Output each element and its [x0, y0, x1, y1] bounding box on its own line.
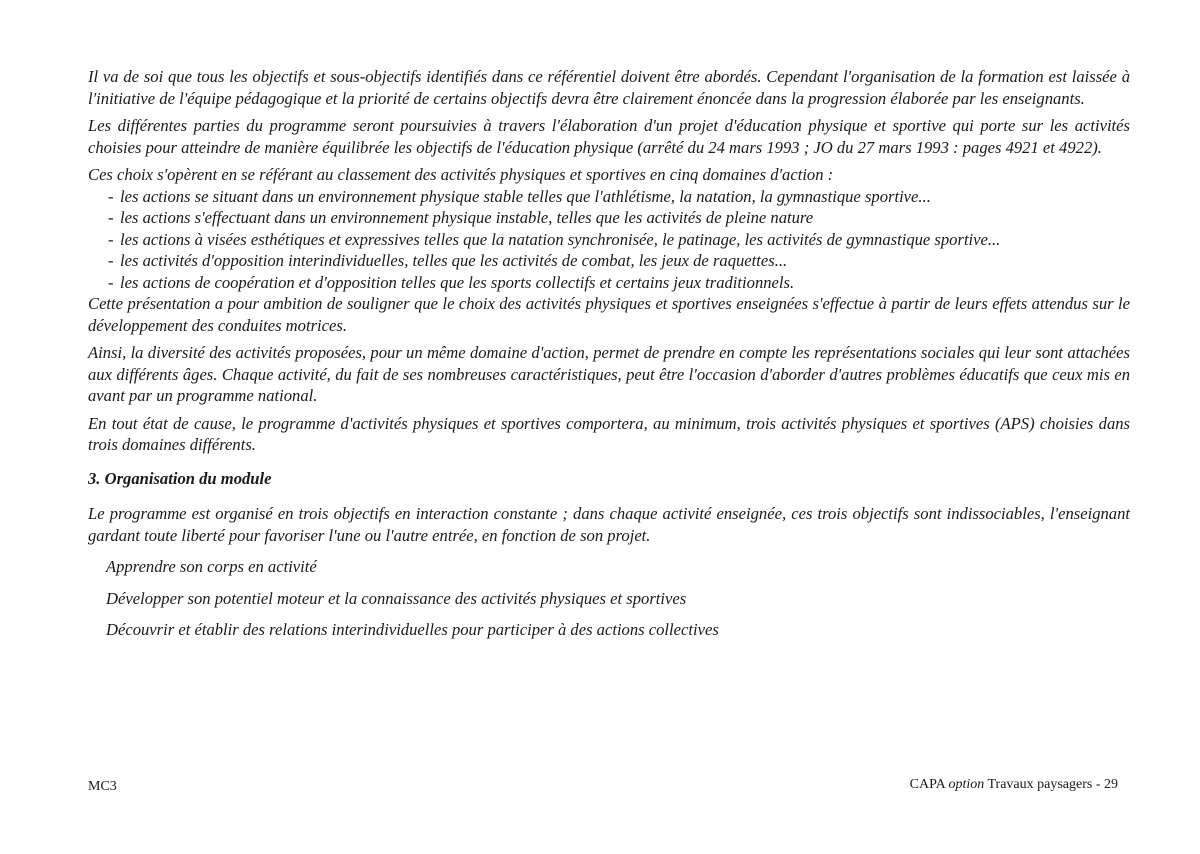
paragraph-choices-intro: Ces choix s'opèrent en se référant au classement des activités physiques et sportives en cinq domaines d'action :: [88, 165, 834, 184]
footer-page-info: [910, 777, 1118, 793]
document-body: [88, 66, 1130, 651]
objective-item: Découvrir et établir des relations interindividuelles pour participer à des actions collectives: [106, 620, 719, 639]
objective-item: Apprendre son corps en activité: [106, 557, 317, 576]
section-title: 3. Organisation du module: [88, 468, 272, 488]
list-item: - les actions s'effectuant dans un environnement physique instable, telles que les activités de pleine nature: [108, 207, 1130, 229]
list-item: - les actions à visées esthétiques et expressives telles que la natation synchronisée, le patinage, les activités de gymnastique sportive...: [108, 229, 1130, 251]
footer-option: option: [948, 777, 985, 792]
list-item: - les actions se situant dans un environnement physique stable telles que l'athlétisme, la natation, la gymnastique sportive...: [108, 186, 1130, 208]
list-item: - les activités d'opposition interindividuelles, telles que les activités de combat, les jeux de raquettes...: [108, 250, 1130, 272]
footer-module-code: MC3: [88, 779, 117, 794]
paragraph-minimum-activities: En tout état de cause, le programme d'activités physiques et sportives comportera, au minimum, trois activités physiques et sportives (APS) choisies dans trois domaines différents.: [88, 413, 1130, 454]
footer-suffix: Travaux paysagers - 29: [987, 777, 1118, 792]
objective-item: Développer son potentiel moteur et la connaissance des activités physiques et sportives: [106, 588, 687, 608]
list-item: - les actions de coopération et d'opposition telles que les sports collectifs et certains jeux traditionnels.: [108, 272, 1130, 294]
footer-prefix: CAPA: [909, 777, 945, 792]
paragraph-activity-diversity: Ainsi, la diversité des activités proposées, pour un même domaine d'action, permet de prendre en compte les représentations sociales qui leur sont attachées aux différents âges. Chaque activité, du fait de ses nombreuses caractéristiques, peut être l'occasion d'aborder d'autres problèmes éducatifs que ceux mis en avant par un programme national.: [88, 343, 1130, 405]
objectives-list: [106, 556, 1130, 641]
paragraph-presentation-ambition: Cette présentation a pour ambition de souligner que le choix des activités physiques et sportives enseignées s'effectue à partir de leurs effets attendus sur le développement des conduites motrices.: [88, 294, 1130, 335]
section-intro: Le programme est organisé en trois objectifs en interaction constante ; dans chaque activité enseignée, ces trois objectifs sont indissociables, l'enseignant gardant toute liberté pour favoriser l'une ou l'autre entrée, en fonction de son projet.: [88, 504, 1130, 545]
paragraph-objectives-note: Il va de soi que tous les objectifs et sous-objectifs identifiés dans ce référentiel doivent être abordés. Cependant l'organisation de la formation est laissée à l'initiative de l'équipe pédagogique et la priorité de certains objectifs devra être clairement énoncée dans la progression élaborée par les enseignants.: [88, 67, 1130, 108]
action-domains-list: [88, 186, 1130, 294]
paragraph-program-parts: Les différentes parties du programme seront poursuivies à travers l'élaboration d'un projet d'éducation physique et sportive qui porte sur les activités choisies pour atteindre de manière équilibrée les objectifs de l'éducation physique (arrêté du 24 mars 1993 ; JO du 27 mars 1993 : pages 4921 et 4922).: [88, 116, 1130, 157]
